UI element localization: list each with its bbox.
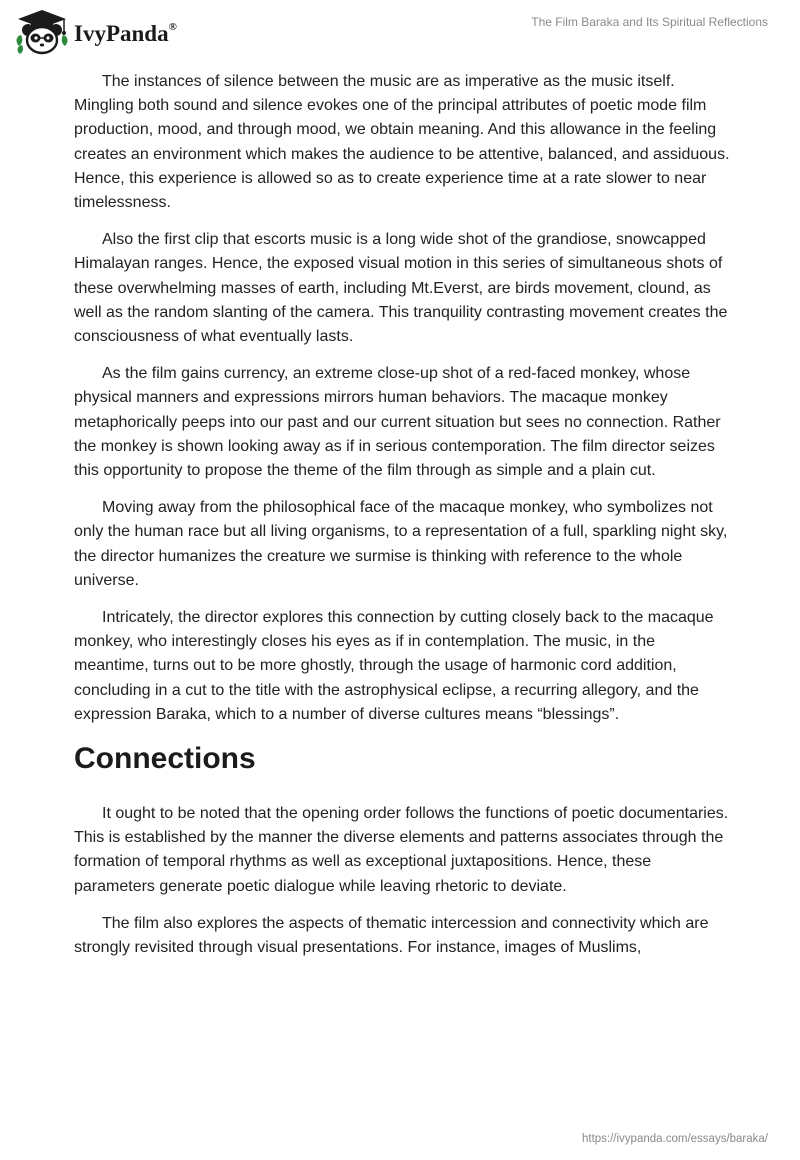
paragraph: The instances of silence between the music are as imperative as the music itself. Mingling both sound and silence evokes one of the principal attributes of poetic mode film production, mood, and through mood, we obtain meaning. And this allowance in the feeling creates an environment which makes the audience to be attentive, balanced, and assiduous. Hence, this experience is allowed so as to create experience time at a rate slower to near timelessness. [74,73,730,212]
paragraph: Moving away from the philosophical face of the macaque monkey, who symbolizes not only the human race but all living organisms, to a representation of a full, sparkling night sky, the director humanizes the creature we surmise is thinking with reference to the whole universe. [74,499,728,589]
essay-content [74,70,734,973]
panda-graduate-icon [14,8,70,58]
ivypanda-logo[interactable] [14,8,177,58]
section-heading: Connections [74,742,256,776]
paragraph: As the film gains currency, an extreme close-up shot of a red-faced monkey, whose physical manners and expressions mirrors human behaviors. The macaque monkey metaphorically peeps into our past and our current situation but sees no connection. Rather the monkey is shown looking away as if in serious contemporation. The film director seizes this opportunity to propose the theme of the film through as simple and a plain cut. [74,365,721,480]
paragraph: It ought to be noted that the opening order follows the functions of poetic documentaries. This is established by the manner the diverse elements and patterns associates through the formation of temporal rhythms as well as exceptional juxtapositions. Hence, these parameters generate poetic dialogue while leaving rhetoric to deviate. [74,805,729,895]
trademark-symbol: ® [168,21,177,34]
page-header [0,0,800,70]
paragraph: Also the first clip that escorts music is a long wide shot of the grandiose, snowcapped Himalayan ranges. Hence, the exposed visual motion in this series of simultaneous shots of these overwhelming masses of earth, including Mt.Everst, are birds movement, clound, as well as the random slanting of the camera. This tranquility contrasting movement creates the consciousness of what eventually lasts. [74,231,728,346]
brand-text: IvyPanda [74,21,169,46]
paragraph: Intricately, the director explores this connection by cutting closely back to the macaque monkey, who interestingly closes his eyes as if in contemplation. The music, in the meantime, turns out to be more ghostly, through the usage of harmonic cord addition, concluding in a cut to the title with the astrophysical eclipse, a recurring allegory, and the expression Baraka, which to a number of diverse cultures means “blessings”. [74,609,714,723]
source-url[interactable]: https://ivypanda.com/essays/baraka/ [581,1133,768,1145]
paragraph: The film also explores the aspects of thematic intercession and connectivity which are strongly revisited through visual presentations. For instance, images of Muslims, [74,914,709,957]
brand-name [74,21,177,47]
document-title: The Film Baraka and Its Spiritual Reflections [531,15,768,29]
